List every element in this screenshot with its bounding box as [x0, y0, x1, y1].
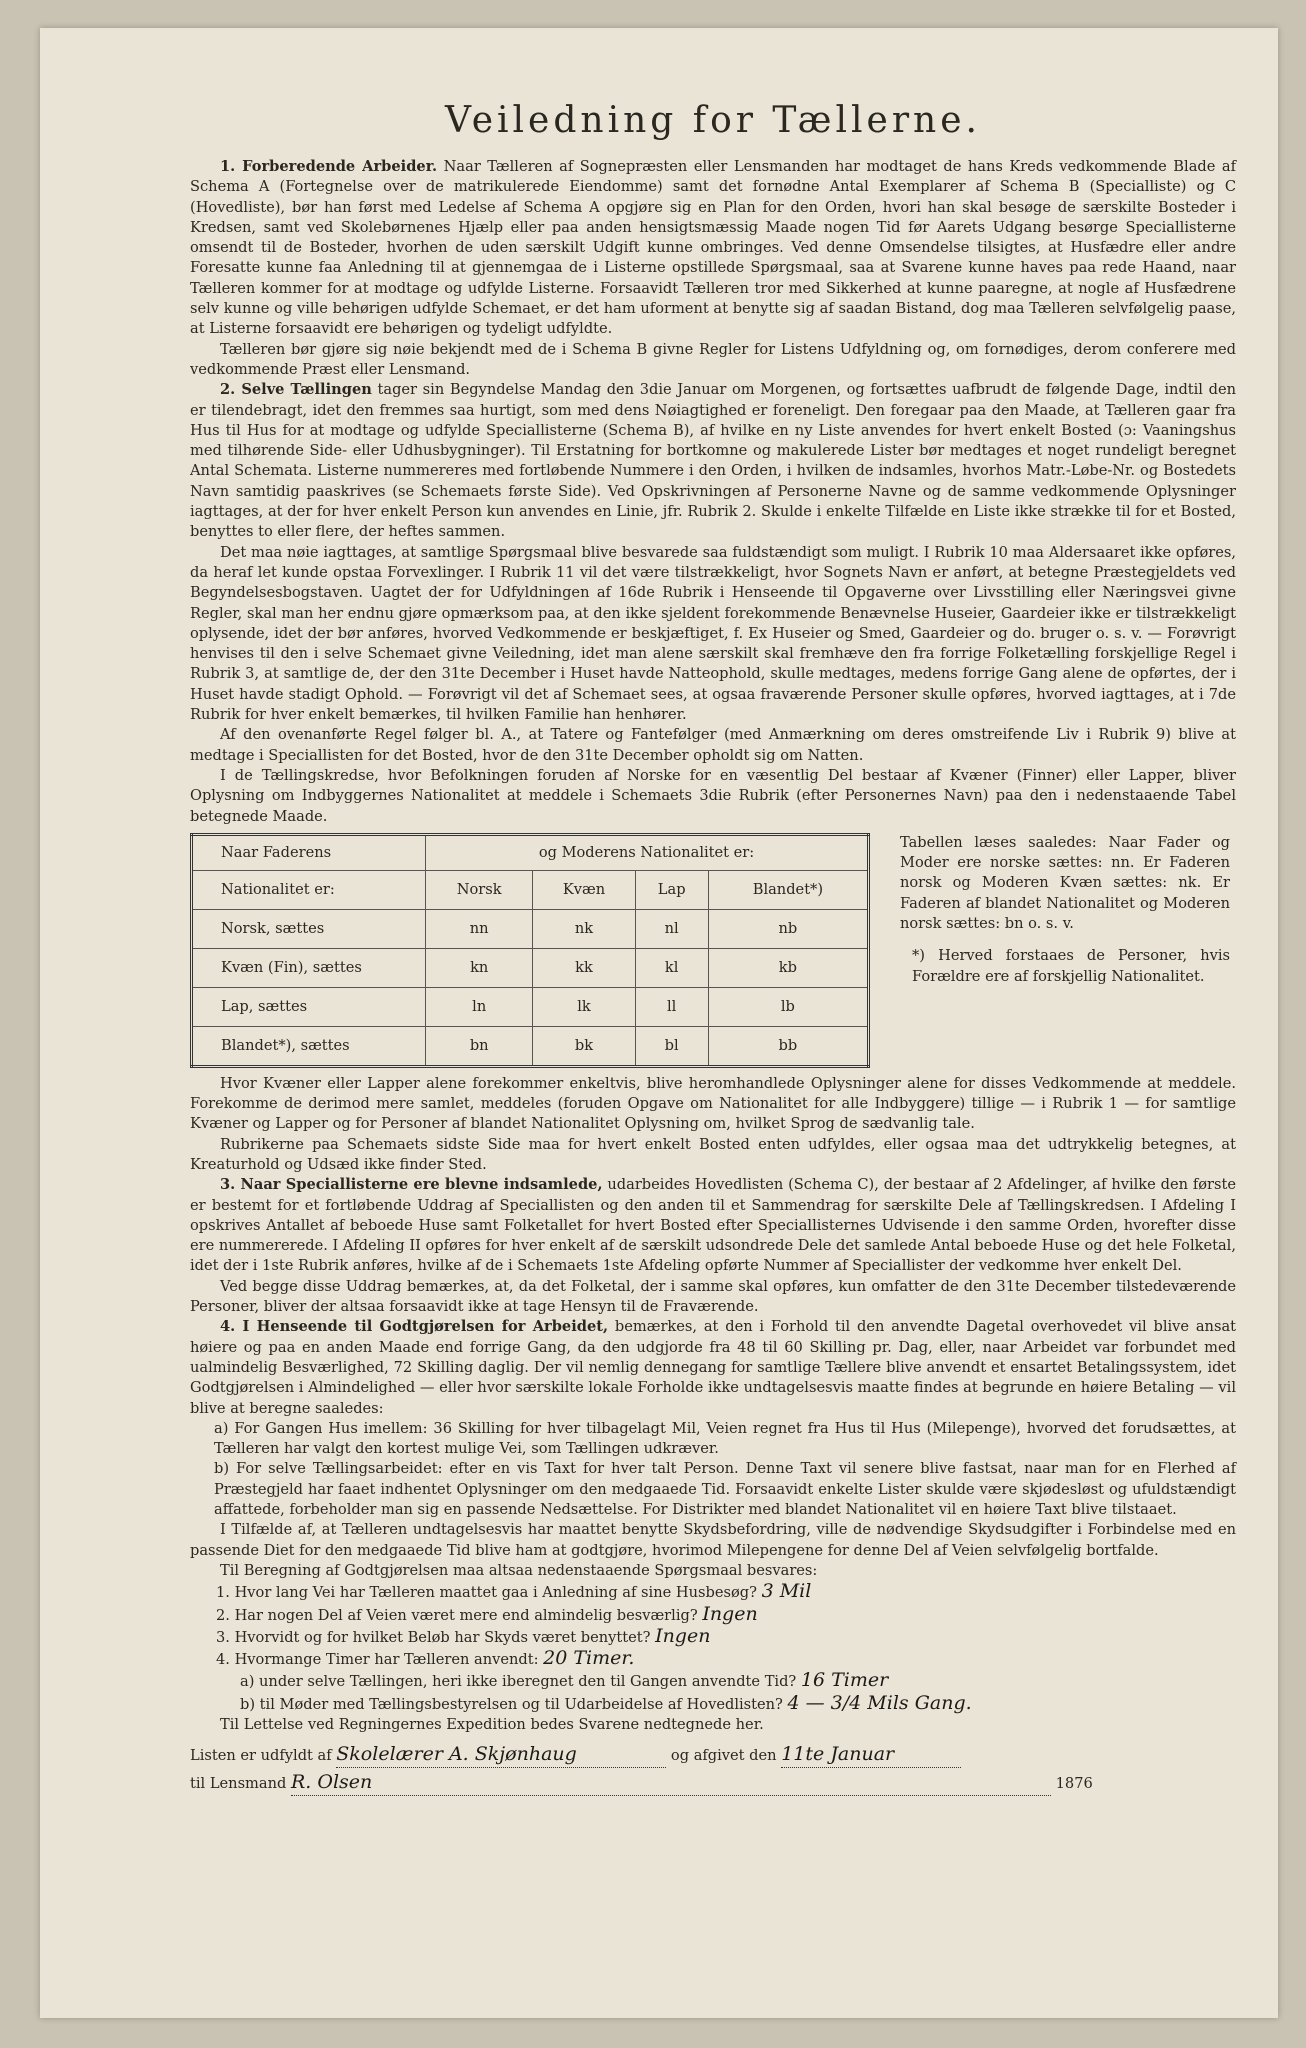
side-footnote: *) Herved forstaaes de Personer, hvis Forældre ere af forskjellig Nationalitet. [912, 947, 1230, 985]
question-4a-text: a) under selve Tællingen, heri ikke iberegnet den til Gangen anvendte Tid? [240, 1673, 797, 1691]
table-cell: bl [635, 1026, 708, 1066]
table-cell: kk [533, 948, 635, 987]
signature-line-2 [190, 1769, 1236, 1797]
question-4a [240, 1670, 1236, 1692]
table-span-header: og Moderens Nationalitet er: [426, 834, 869, 870]
signature-line-1 [190, 1741, 1236, 1769]
nationality-section [190, 833, 1236, 1068]
section-1-heading: 1. Forberedende Arbeider. [220, 158, 438, 175]
section-3-heading: 3. Naar Speciallisterne ere blevne indsamlede, [220, 1176, 603, 1194]
table-cell: nn [426, 909, 533, 948]
document-content [190, 88, 1236, 1797]
table-cell: kb [708, 948, 868, 987]
section-2-paragraph-3: Af den ovenanførte Regel følger bl. A., at Tatere og Fantefølger (med Anmærkning om deres omstreifende Liv i Rubrik 9) blive at medtage i Speciallisten for det Bosted, hvor de den 31te December opholdt sig om Natten. [190, 726, 1236, 764]
question-3 [216, 1626, 1236, 1648]
table-cell: bn [426, 1026, 533, 1066]
signature-date: 11te Januar [781, 1741, 961, 1768]
section-4-heading: 4. I Henseende til Godtgjørelsen for Arbeidet, [220, 1318, 609, 1336]
question-3-text: 3. Hvorvidt og for hvilket Beløb har Skyds været benyttet? [216, 1628, 651, 1646]
section-3-text: udarbeides Hovedlisten (Schema C), der bestaar af 2 Afdelinger, af hvilke den første er bestemt for et fortløbende Uddrag af Speciallisten og den anden til et Sammendrag for særskilte Dele af Tællingskredsen. I Afdeling I opskrives Antallet af beboede Huse samt Folketallet for hvert Bosted efter Speciallisternes Udvisende i den samme Orden, hvorefter disse ere nummererede. I Afdeling II opføres for hver enkelt af de særskilt udsondrede Dele det samlede Antal beboede Huse og det hele Folketal, idet der i 1ste Rubrik anføres, hvilke af de i Schemaets 1ste Afdeling opførte Nummer af Speciallister der vedkomme hver enkelt Del. [190, 1176, 1236, 1275]
signature-prefix: Listen er udfyldt af [190, 1747, 332, 1765]
signature-block [190, 1741, 1236, 1797]
table-col-header: Lap [635, 870, 708, 909]
section-2-paragraph-2: Det maa nøie iagttages, at samtlige Spørgsmaal blive besvarede saa fuldstændigt som muligt. I Rubrik 10 maa Aldersaaret ikke opføres, da heraf let kunde opstaa Forvexlinger. I Rubrik 11 vil det være tilstrækkeligt, hvor Sognets Navn er anført, at betegne Præstegjeldets ved Begyndelsesbogstaven. Uagtet der for Udfyldningen af 16de Rubrik i Henseende til Opgaverne over Livsstilling eller Næringsvei givne Regler, skal man her endnu gjøre opmærksom paa, at den ikke sjeldent forekommende Benævnelse Huseier, Gaardeier ikke er tilstrækkeligt oplysende, idet der bør anføres, hvorved Vedkommende er beskjæftiget, f. Ex Huseier og Smed, Gaardeier og do. bruger o. s. v. — Forøvrigt henvises til den i selve Schemaet givne Veiledning, idet man alene særskilt skal fremhæve den fra forrige Folketælling forskjellige Regel i Rubrik 3, at samtlige de, der den 31te December i Huset havde Natteophold, skulle medtages, medens forrige Gang alene de opførtes, der i Huset havde stadigt Ophold. — Forøvrigt vil det af Schemaet sees, at ogsaa fraværende Personer skulle opføres, hvorved iagttages, at i 7de Rubrik for hver enkelt bemærkes, til hvilken Familie han henhører. [190, 543, 1236, 724]
table-corner-bottom: Nationalitet er: [192, 870, 426, 909]
table-cell: lk [533, 987, 635, 1026]
section-2-heading: 2. Selve Tællingen [220, 381, 372, 399]
document-title: Veiledning for Tællerne. [445, 100, 981, 141]
question-1-text: 1. Hvor lang Vei har Tælleren maattet gaa i Anledning af sine Husbesøg? [216, 1584, 757, 1602]
question-2-text: 2. Har nogen Del af Veien været mere end almindelig besværlig? [216, 1606, 698, 1624]
table-cell: ln [426, 987, 533, 1026]
question-4a-answer: 16 Timer [800, 1669, 889, 1692]
table-cell: kl [635, 948, 708, 987]
question-4b-text: b) til Møder med Tællingsbestyrelsen og til Udarbeidelse af Hovedlisten? [240, 1695, 783, 1713]
section-4-paragraph-3: Til Beregning af Godtgjørelsen maa altsaa nedenstaaende Spørgsmaal besvares: [220, 1561, 818, 1579]
table-row [192, 909, 869, 948]
section-4-paragraph [190, 1317, 1236, 1418]
question-4b-answer: 4 — 3/4 Mils Gang. [787, 1691, 972, 1714]
section-2-paragraph-4: I de Tællingskredse, hvor Befolkningen foruden af Norske for en væsentlig Del bestaar af Kvæner (Finner) eller Lapper, bliver Oplysning om Indbyggernes Nationalitet at meddele i Schemaets 3die Rubrik (efter Personernes Navn) paa den i nedenstaaende Tabel betegnede Maade. [190, 766, 1236, 825]
table-row [192, 1026, 869, 1066]
table-col-header: Kvæn [533, 870, 635, 909]
table-row-label: Lap, sættes [192, 987, 426, 1026]
section-1-text: Naar Tælleren af Sognepræsten eller Lensmanden har modtaget de hans Kreds vedkommende Blade af Schema A (Fortegnelse over de matrikulerede Eiendomme) samt det fornødne Antal Exemplarer af Schema B (Specialliste) og C (Hovedliste), bør han først med Ledelse af Schema A opgjøre sig en Plan for den Orden, hvori han skal besøge de særskilte Bosteder i Kredsen, samt ved Skolebørnenes Hjælp eller paa anden hensigtsmæssig Maade nogen Tid før Aarets Udgang besørge Speciallisterne omsendt til de Bosteder, hvorhen de uden særskilt Udgift kunne ombringes. Ved denne Omsendelse tilsigtes, at Husfædre eller andre Foresatte kunne faa Anledning til at gjennemgaa de i Listerne opstillede Spørgsmaal, saa at Svarene kunne haves paa rede Haand, naar Tælleren kommer for at modtage og udfylde Listerne. Forsaavidt Tælleren tror med Sikkerhed at kunne paaregne, at nogle af Husfædrene selv kunne og ville behørigen udfylde Schemaet, er det ham uforment at benytte sig af saadan Bistand, dog maa Tælleren selvfølgelig paase, at Listerne forsaavidt ere behørigen og tydeligt udfyldte. [190, 158, 1236, 338]
signature-lensmand: R. Olsen [291, 1769, 1051, 1796]
table-cell: nl [635, 909, 708, 948]
table-col-header: Norsk [426, 870, 533, 909]
question-1-answer: 3 Mil [761, 1580, 812, 1603]
section-2-text: tager sin Begyndelse Mandag den 3die Januar om Morgenen, og fortsættes uafbrudt de følgende Dage, indtil den er tilendebragt, idet den fremmes saa hurtigt, som med dens Nøiagtighed er foreneligt. Den foregaar paa den Maade, at Tælleren gaar fra Hus til Hus for at modtage og udfylde Speciallisterne (Schema B), af hvilke en ny Liste anvendes for hvert enkelt Bosted (ɔ: Vaaningshus med tilhørende Side- eller Udhusbygninger). Til Erstatning for bortkomne og makulerede Lister bør medtages et noget rundeligt beregnet Antal Schemata. Listerne nummereres med fortløbende Nummere i den Orden, i hvilken de indsamles, hvorhos Matr.-Løbe-Nr. og Bostedets Navn samtidig paaskrives (se Schemaets første Side). Ved Opskrivningen af Personerne Navne og de samme vedkommende Oplysninger iagttages, at der for hver enkelt Person kun anvendes en Linie, jfr. Rubrik 2. Skulde i enkelte Tilfælde en Liste ikke strække til for et Bosted, benyttes to eller flere, der heftes sammen. [190, 381, 1237, 541]
section-3-paragraph [190, 1175, 1236, 1276]
section-4-item-a: a) For Gangen Hus imellem: 36 Skilling for hver tilbagelagt Mil, Veien regnet fra Hus til Hus (Milepenge), hvorved det forudsættes, at Tælleren har valgt den kortest mulige Vei, som Tællingen udkræver. [214, 1419, 1236, 1458]
table-row-label: Norsk, sættes [192, 909, 426, 948]
section-2-paragraph-6: Rubrikerne paa Schemaets sidste Side maa for hvert enkelt Bosted enten udfyldes, eller ogsaa maa det udtrykkelig betegnes, at Kreaturhold og Udsæd ikke finder Sted. [190, 1135, 1236, 1173]
question-3-answer: Ingen [655, 1624, 711, 1647]
section-1-paragraph [190, 157, 1236, 340]
section-4-text: bemærkes, at den i Forhold til den anvendte Dagetal overhovedet vil blive ansat høiere og paa en anden Maade end forrige Gang, da den udgjorde fra 48 til 60 Skilling pr. Dag, eller, naar Arbeidet var forbundet med ualmindelig Besværlighed, 72 Skilling daglig. Der vil nemlig dennegang for samtlige Tællere blive anvendt et ensartet Betalingssystem, idet Godtgjørelsen i Almindelighed — eller hvor særskilte lokale Forholde ikke undtagelsesvis maatte findes at begrunde en høiere Betaling — vil blive at beregne saaledes: [190, 1318, 1237, 1417]
table-side-note [900, 833, 1230, 987]
table-col-header: Blandet*) [708, 870, 868, 909]
table-cell: lb [708, 987, 868, 1026]
table-row [192, 948, 869, 987]
section-4-paragraph-2: I Tilfælde af, at Tælleren undtagelsesvis har maattet benytte Skydsbefordring, ville de nødvendige Skydsudgifter i Forbindelse med en passende Diet for den medgaaede Tid blive ham at godtgjøre, hvorimod Milepengene for denne Del af Veien selvfølgelig bortfalde. [190, 1521, 1236, 1559]
table-cell: kn [426, 948, 533, 987]
question-4-answer: 20 Timer. [543, 1647, 635, 1670]
side-note-text: Tabellen læses saaledes: Naar Fader og Moder ere norske sættes: nn. Er Faderen norsk og Moderen Kvæn sættes: nk. Er Faderen af blandet Nationalitet og Moderen norsk sættes: bn o. s. v. [900, 833, 1230, 932]
question-4 [216, 1648, 1236, 1670]
section-2-paragraph-5: Hvor Kvæner eller Lapper alene forekommer enkeltvis, blive heromhandlede Oplysninger alene for disses Vedkommende at meddele. Forekomme de derimod mere samlet, meddeles (foruden Opgave om Nationalitet for alle Indbyggere) tillige — i Rubrik 1 — for samtlige Kvæner og Lapper og for Personer af blandet Nationalitet Oplysning om, hvilket Sprog de sædvanlig tale. [190, 1074, 1236, 1133]
question-1 [216, 1581, 1236, 1603]
signature-name: Skolelærer A. Skjønhaug [336, 1741, 666, 1768]
question-4-text: 4. Hvormange Timer har Tælleren anvendt: [216, 1651, 539, 1669]
signature-mid: og afgivet den [670, 1747, 777, 1765]
table-row-label: Blandet*), sættes [192, 1026, 426, 1066]
section-3-paragraph-2: Ved begge disse Uddrag bemærkes, at, da det Folketal, der i samme skal opføres, kun omfatter de den 31te December tilstedeværende Personer, bliver der altsaa forsaavidt ikke at tage Hensyn til de Fraværende. [190, 1277, 1236, 1316]
section-4-item-b: b) For selve Tællingsarbeidet: efter en vis Taxt for hver talt Person. Denne Taxt vil senere blive fastsat, naar man for en Flerhed af Præstegjeld har faaet indhentet Oplysninger om den medgaaede Tid. Forsaavidt enkelte Lister skulde være skjødesløst og ufuldstændigt affattede, forbeholder man sig en passende Nedsættelse. For Distrikter med blandet Nationalitet vil en høiere Taxt blive tilstaaet. [214, 1460, 1236, 1519]
table-cell: bb [708, 1026, 868, 1066]
section-2-paragraph [190, 380, 1236, 542]
section-1-paragraph-2: Tælleren bør gjøre sig nøie bekjendt med de i Schema B givne Regler for Listens Udfyldning og, om fornødiges, derom conferere med vedkommende Præst eller Lensmand. [190, 340, 1236, 378]
signature-to: til Lensmand [190, 1775, 287, 1793]
table-cell: ll [635, 987, 708, 1026]
table-cell: bk [533, 1026, 635, 1066]
closing-line: Til Lettelse ved Regningernes Expedition bedes Svarene nedtegnede her. [220, 1716, 764, 1733]
table-cell: nb [708, 909, 868, 948]
question-2 [216, 1604, 1236, 1626]
table-corner-top: Naar Faderens [192, 834, 426, 870]
table-row [192, 987, 869, 1026]
document-page [40, 28, 1278, 2018]
question-4b [240, 1693, 1236, 1715]
table-row-label: Kvæn (Fin), sættes [192, 948, 426, 987]
nationality-table [190, 833, 870, 1068]
question-2-answer: Ingen [702, 1602, 758, 1625]
signature-year: 1876 [1055, 1775, 1093, 1793]
table-cell: nk [533, 909, 635, 948]
